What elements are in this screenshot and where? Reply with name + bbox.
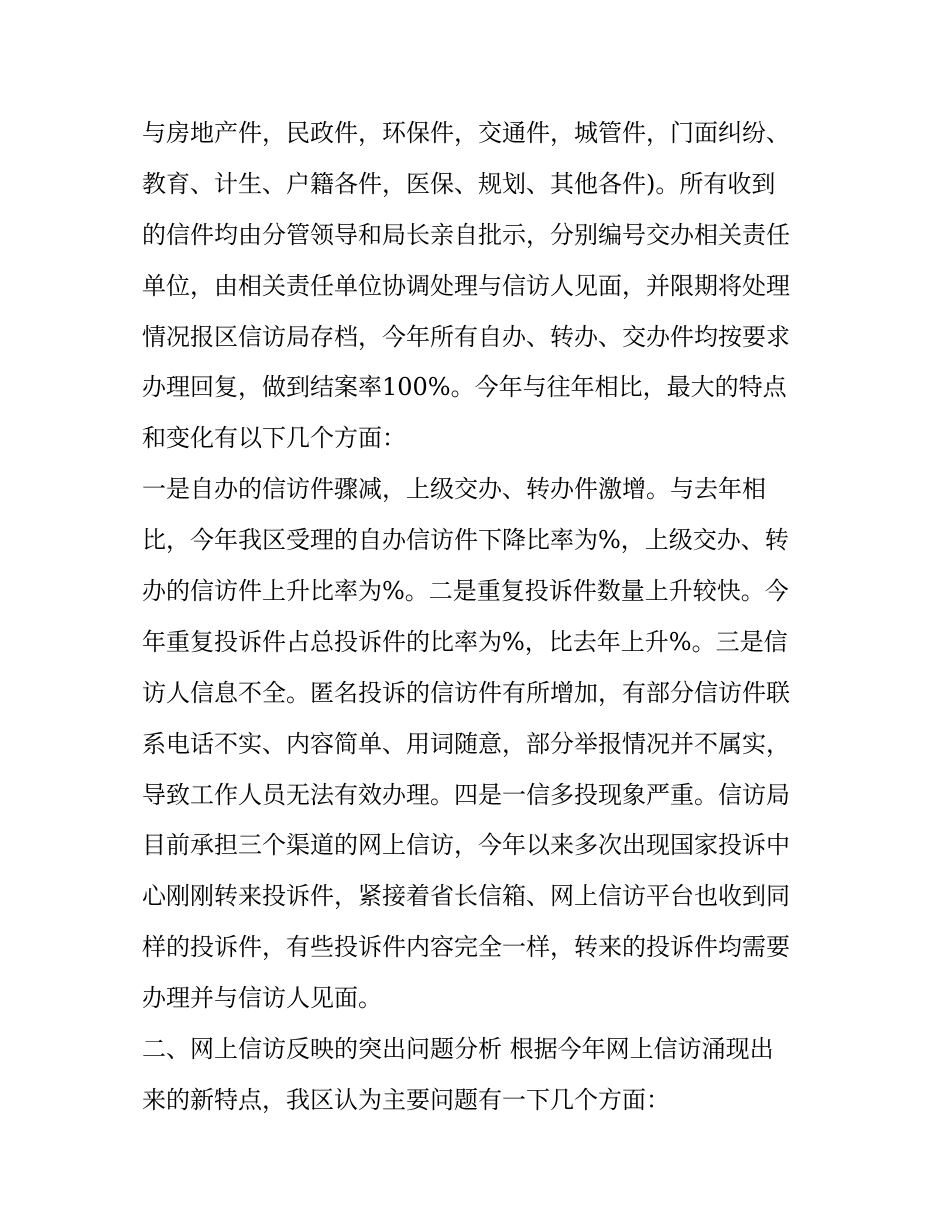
- text-line: 办的信访件上升比率为%。二是重复投诉件数量上升较快。今: [142, 577, 789, 606]
- text-line: 年重复投诉件占总投诉件的比率为%，比去年上升%。三是信: [142, 627, 788, 656]
- text-line: 的信件均由分管领导和局长亲自批示，分别编号交办相关责任: [142, 220, 790, 249]
- text-line: 二、网上信访反映的突出问题分析 根据今年网上信访涌现出: [142, 1035, 774, 1064]
- text-line: 一是自办的信访件骤减，上级交办、转办件激增。与去年相: [142, 475, 766, 504]
- text-line: 教育、计生、户籍各件，医保、规划、其他各件)。所有收到: [142, 169, 776, 198]
- text-line: 办理并与信访人见面。: [142, 984, 382, 1013]
- text-line: 访人信息不全。匿名投诉的信访件有所增加，有部分信访件联: [142, 678, 790, 707]
- text-line: 系电话不实、内容简单、用词随意，部分举报情况并不属实，: [142, 729, 790, 758]
- text-line: 来的新特点，我区认为主要问题有一下几个方面：: [142, 1085, 670, 1114]
- text-line: 单位，由相关责任单位协调处理与信访人见面，并限期将处理: [142, 271, 790, 300]
- text-line: 和变化有以下几个方面：: [142, 424, 406, 453]
- body-text: [142, 108, 812, 1126]
- text-line: 情况报区信访局存档，今年所有自办、转办、交办件均按要求: [142, 322, 790, 351]
- text-line: 心刚刚转来投诉件，紧接着省长信箱、网上信访平台也收到同: [142, 882, 790, 911]
- text-line: 样的投诉件，有些投诉件内容完全一样，转来的投诉件均需要: [142, 933, 790, 962]
- text-line: 办理回复，做到结案率100%。今年与往年相比，最大的特点: [142, 373, 787, 402]
- text-line: 比，今年我区受理的自办信访件下降比率为%，上级交办、转: [142, 526, 789, 555]
- text-line: 导致工作人员无法有效办理。四是一信多投现象严重。信访局: [142, 780, 790, 809]
- text-line: 目前承担三个渠道的网上信访，今年以来多次出现国家投诉中: [142, 831, 790, 860]
- text-line: 与房地产件，民政件，环保件，交通件，城管件，门面纠纷、: [142, 119, 790, 147]
